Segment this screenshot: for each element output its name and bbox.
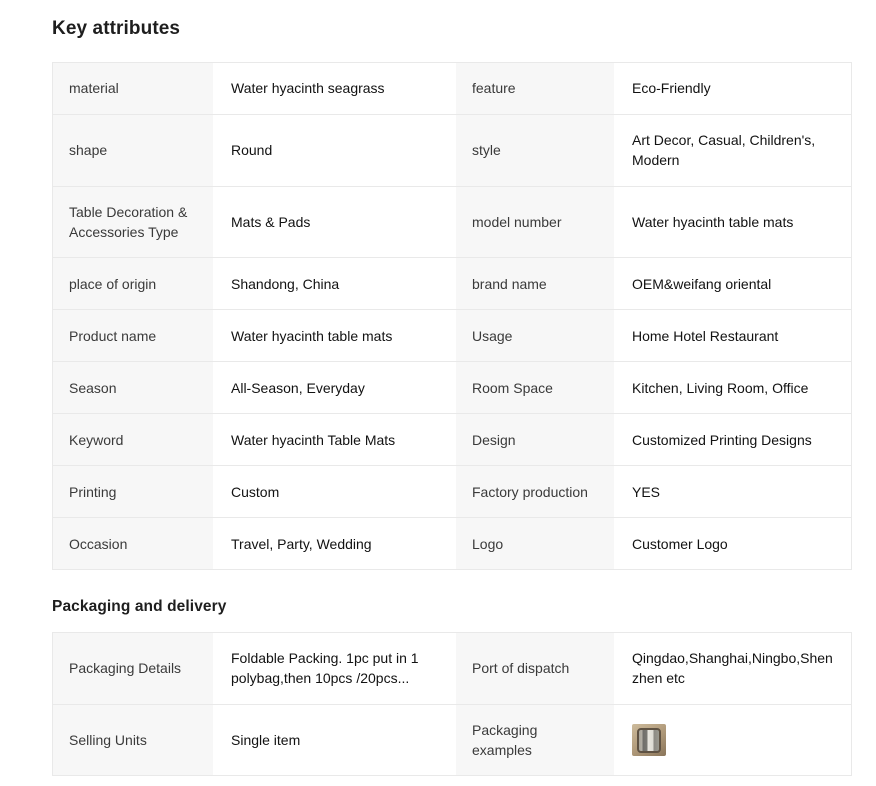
packaging-delivery-section	[52, 598, 852, 776]
attr-value: Travel, Party, Wedding	[231, 535, 372, 552]
attr-value: Round	[231, 142, 273, 159]
attr-value: Single item	[231, 731, 301, 748]
attr-value: Mats & Pads	[231, 213, 311, 230]
attr-value: Custom	[231, 483, 280, 500]
attr-label: Keyword	[53, 414, 213, 465]
attr-label: Printing	[53, 466, 213, 517]
attr-label: Packaging examples	[456, 705, 614, 776]
table-row	[53, 63, 851, 114]
attr-value: Water hyacinth table mats	[231, 327, 393, 344]
key-attributes-title: Key attributes	[52, 18, 181, 39]
packaging-examples-cell	[614, 705, 851, 776]
table-row	[53, 309, 851, 361]
table-row	[53, 257, 851, 309]
attr-label: Packaging Details	[53, 633, 213, 704]
attr-value: YES	[632, 483, 661, 500]
packaging-photo-thumbnail[interactable]	[632, 724, 666, 756]
attr-value: Customized Printing Designs	[632, 431, 812, 448]
attr-value: Water hyacinth seagrass	[231, 80, 385, 97]
attr-label: model number	[456, 187, 614, 258]
attr-label: Product name	[53, 310, 213, 361]
table-row	[53, 361, 851, 413]
attr-value: Water hyacinth Table Mats	[231, 431, 396, 448]
attr-label: shape	[53, 115, 213, 186]
attr-value: Water hyacinth table mats	[632, 213, 794, 230]
packaging-photo-icon	[637, 728, 661, 753]
attr-value: All-Season, Everyday	[231, 379, 365, 396]
table-row	[53, 633, 851, 704]
attr-value: Eco-Friendly	[632, 80, 711, 97]
attr-value: OEM&weifang oriental	[632, 275, 772, 292]
table-row	[53, 413, 851, 465]
attr-label: place of origin	[53, 258, 213, 309]
packaging-delivery-title: Packaging and delivery	[52, 598, 227, 616]
attr-value: Qingdao,Shanghai,Ningbo,Shenzhen etc	[632, 650, 833, 687]
table-row	[53, 465, 851, 517]
attr-label: Design	[456, 414, 614, 465]
attr-label: Room Space	[456, 362, 614, 413]
attr-label: Usage	[456, 310, 614, 361]
attr-label: feature	[456, 63, 614, 114]
attr-value: Shandong, China	[231, 275, 340, 292]
attr-value: Art Decor, Casual, Children's, Modern	[632, 132, 816, 169]
attr-value: Home Hotel Restaurant	[632, 327, 779, 344]
attr-label: Logo	[456, 518, 614, 569]
attr-label: Selling Units	[53, 705, 213, 776]
attr-label: Factory production	[456, 466, 614, 517]
attr-label: brand name	[456, 258, 614, 309]
key-attributes-table	[52, 62, 852, 570]
packaging-delivery-table	[52, 632, 852, 776]
key-attributes-section	[52, 18, 852, 570]
attr-label: Table Decoration & Accessories Type	[53, 187, 213, 258]
attr-label: material	[53, 63, 213, 114]
attr-label: Port of dispatch	[456, 633, 614, 704]
attr-label: style	[456, 115, 614, 186]
attr-value: Foldable Packing. 1pc put in 1 polybag,then 10pcs /20pcs...	[231, 650, 419, 687]
attr-label: Season	[53, 362, 213, 413]
attr-value: Kitchen, Living Room, Office	[632, 379, 809, 396]
table-row	[53, 704, 851, 776]
table-row	[53, 186, 851, 258]
table-row	[53, 517, 851, 569]
table-row	[53, 114, 851, 186]
attr-label: Occasion	[53, 518, 213, 569]
attr-value: Customer Logo	[632, 535, 728, 552]
